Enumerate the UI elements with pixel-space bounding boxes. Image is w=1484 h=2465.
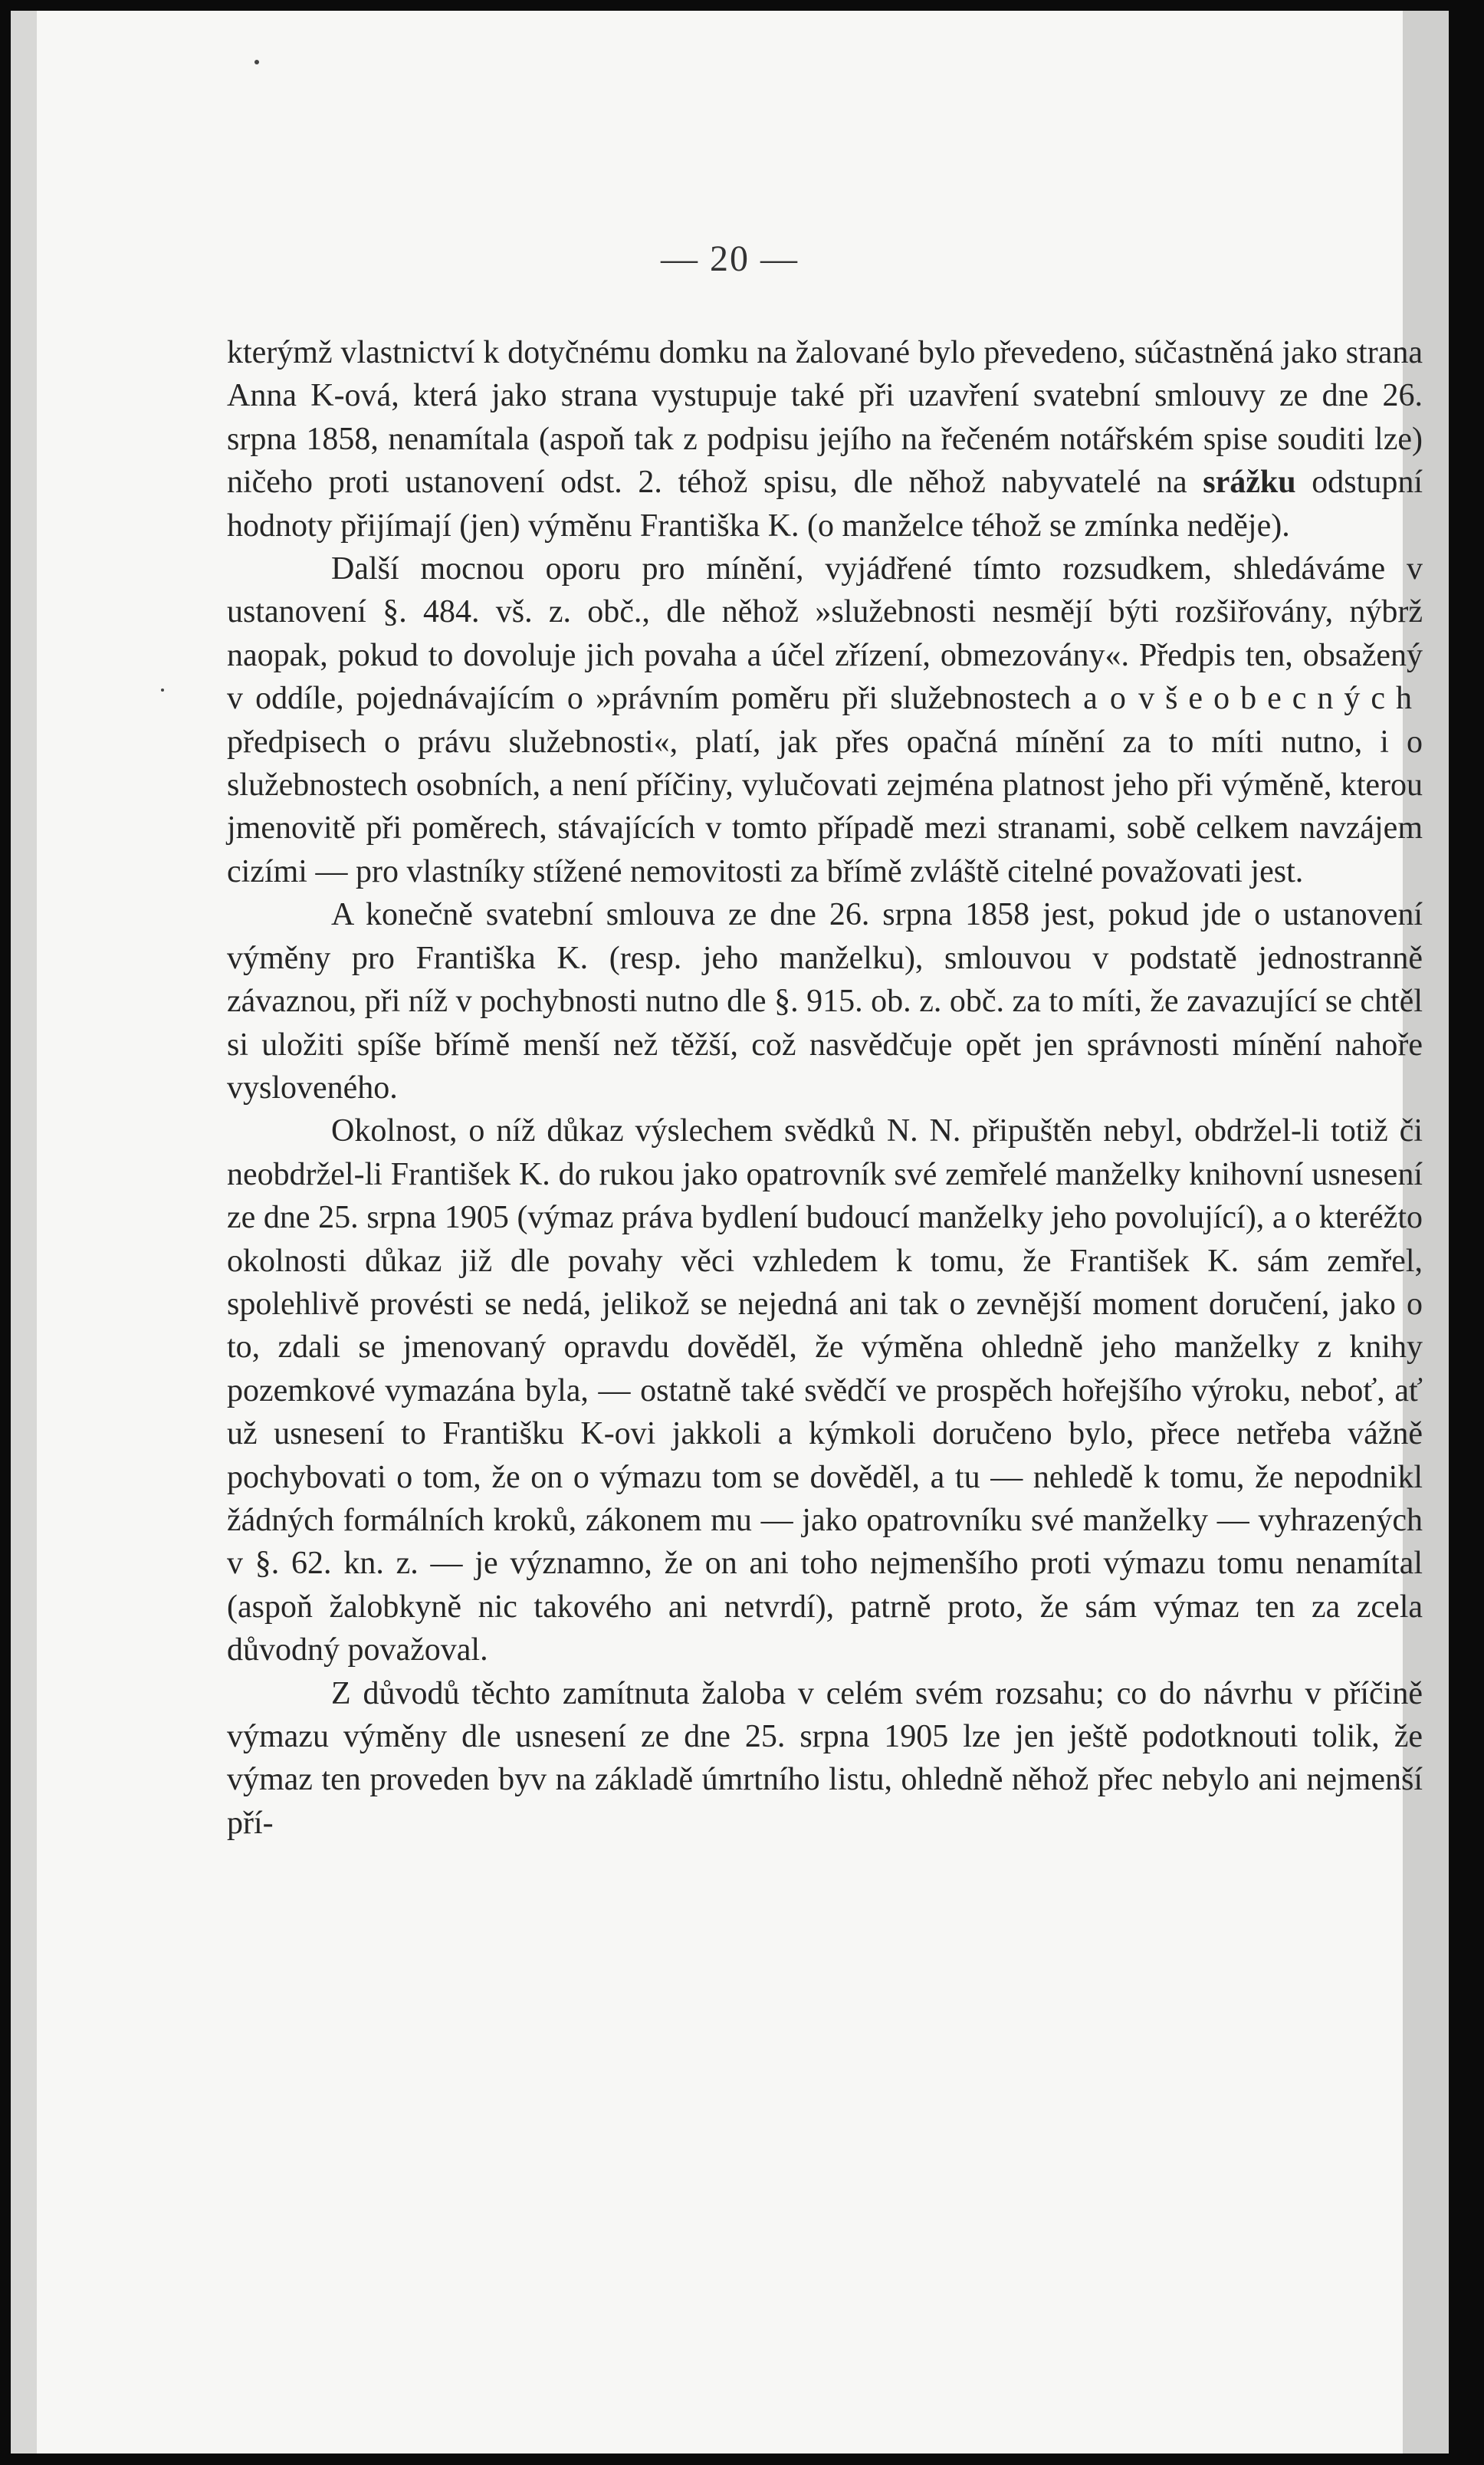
scan-speck xyxy=(161,689,164,692)
paragraph-text: předpisech o právu služebnosti«, platí, jak přes opačná mínění za to míti nutno, i o služebnostech osobních, a není příčiny, vylučovati zejména platnost jeho při výměně, kterou jmenovitě při poměrech, stávajících v tomto případě mezi stranami, sobě celkem navzájem cizími — pro vlastníky stížené nemovitosti za břímě zvláště citelné považovati jest. xyxy=(227,724,1423,889)
spaced-term: všeobecných xyxy=(1138,681,1423,717)
bold-term: srážku xyxy=(1203,465,1296,501)
paragraph-text: Z důvodů těchto zamítnuta žaloba v celém svém rozsahu; co do návrhu v příčině výmazu výměny dle usnesení ze dne 25. srpna 1905 lze jen ještě podotknouti tolik, že výmaz ten proveden byv na základě úmrtního listu, ohledně něhož přec nebylo ani nejmenší pří- xyxy=(227,1675,1423,1841)
paragraph-text: A konečně svatební smlouva ze dne 26. srpna 1858 jest, pokud jde o ustanovení výměny pro Františka K. (resp. jeho manželku), smlouvou v podstatě jednostranně závaznou, při níž v pochybnosti nutno dle §. 915. ob. z. obč. za to míti, že zavazující se chtěl si uložiti spíše břímě menší než těžší, což nasvědčuje opět jen správnosti mínění nahoře vysloveného. xyxy=(227,897,1423,1106)
paragraph xyxy=(227,1109,1423,1671)
page-left-edge xyxy=(11,11,37,2453)
paragraph-text: Okolnost, o níž důkaz výslechem svědků N. N. připuštěn nebyl, obdržel-li totiž či neobdržel-li František K. do rukou jako opatrovník své zemřelé manželky knihovní usnesení ze dne 25. srpna 1905 (výmaz práva bydlení budoucí manželky jeho povolující), a o kteréžto okolnosti důkaz již dle povahy věci vzhledem k tomu, že František K. sám zemřel, spolehlivě provésti se nedá, jelikož se nejedná ani tak o zevnější moment doručení, jako o to, zdali se jmenovaný opravdu dověděl, že výměna ohledně jeho manželky z knihy pozemkové vymazána byla, — ostatně také svědčí ve prospěch hořejšího výroku, neboť, ať už usnesení to Františku K-ovi jakkoli a kýmkoli doručeno bylo, přece netřeba vážně pochybovati o tom, že on o výmazu tom se dověděl, a tu — nehledě k tomu, že nepodnikl žádných formálních kroků, zákonem mu — jako opatrovníku své manželky — vyhrazených v §. 62. kn. z. — je významno, že on ani toho nejmenšího proti výmazu tomu nenamítal (aspoň žalobkyně nic takového ani netvrdí), patrně proto, že sám výmaz ten za zcela důvodný považoval. xyxy=(227,1113,1423,1668)
paragraph-text: Další mocnou oporu pro mínění, vyjádřené tímto rozsudkem, shledáváme v ustanovení §. 484. vš. z. obč., dle něhož »služebnosti nesmějí býti rozšiřovány, nýbrž naopak, pokud to dovoluje jich povaha a účel zřízení, obmezovány«. Předpis ten, obsažený v oddíle, pojednávajícím o »právním poměru při služebnostech a o xyxy=(227,551,1423,717)
paragraph xyxy=(227,547,1423,893)
scanned-page xyxy=(11,11,1449,2453)
paragraph xyxy=(227,331,1423,547)
paragraph-text: kterýmž vlastnictví k dotyčnému domku na žalované bylo převedeno, súčastněná jako strana Anna K-ová, která jako strana vystupuje také při uzavření svatební smlouvy ze dne 26. srpna 1858, nenamítala (aspoň tak z podpisu jejího na řečeném notářském spise souditi lze) ničeho proti ustanovení odst. 2. téhož spisu, dle něhož nabyvatelé na xyxy=(227,335,1423,501)
paragraph-text: odstupní hodnoty přijímají (jen) výměnu Františka K. (o manželce téhož se zmínka neděje). xyxy=(227,465,1423,544)
page-number: — 20 — xyxy=(661,238,799,279)
scan-speck xyxy=(254,60,259,64)
paragraph xyxy=(227,1672,1423,1845)
body-text xyxy=(227,331,1423,1845)
paragraph xyxy=(227,893,1423,1109)
